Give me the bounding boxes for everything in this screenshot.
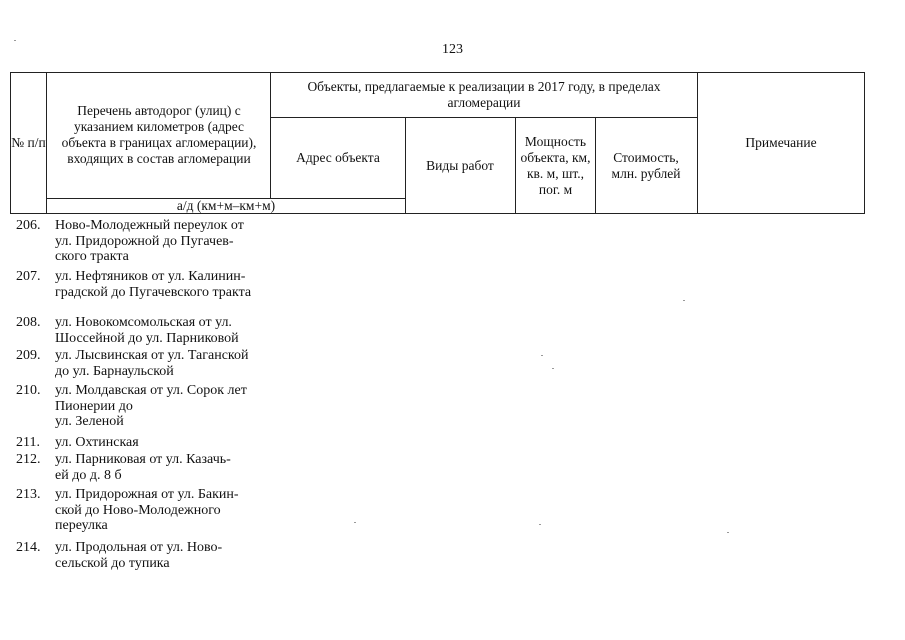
row-road: ул. Новокомсомольская от ул. Шоссейной до ул. Парниковой bbox=[55, 315, 239, 346]
row-number: 207. bbox=[16, 269, 41, 284]
header-roads-sub: а/д (км+м–км+м) bbox=[176, 198, 276, 213]
row-road: ул. Нефтяников от ул. Калинин- градской до Пугачевского тракта bbox=[55, 269, 252, 300]
scan-speck bbox=[727, 532, 729, 533]
row-number: 211. bbox=[16, 435, 40, 450]
header-cost: Стоимость, млн. рублей bbox=[611, 149, 681, 181]
row-number: 209. bbox=[16, 348, 41, 363]
header-objects: Объекты, предлагаемые к реализации в 2017 году, в пределах агломерации bbox=[307, 79, 661, 110]
table-border-bottom bbox=[10, 213, 865, 214]
row-road: ул. Лысвинская от ул. Таганской до ул. Барнаульской bbox=[55, 348, 249, 379]
row-road: ул. Придорожная от ул. Бакин- ской до Ново-Молодежного переулка bbox=[55, 487, 239, 533]
header-capacity: Мощность объекта, км, кв. м, шт., пог. м bbox=[520, 133, 591, 197]
header-num: № п/п bbox=[11, 135, 46, 150]
row-road: Ново-Молодежный переулок от ул. Придорожной до Пугачев- ского тракта bbox=[55, 218, 244, 264]
row-number: 208. bbox=[16, 315, 41, 330]
row-road: ул. Продольная от ул. Ново- сельской до тупика bbox=[55, 540, 223, 571]
scan-speck bbox=[541, 355, 543, 356]
col-line bbox=[864, 72, 865, 214]
row-number: 210. bbox=[16, 383, 41, 398]
scan-speck bbox=[552, 368, 554, 369]
header-address: Адрес объекта bbox=[296, 150, 380, 165]
row-number: 206. bbox=[16, 218, 41, 233]
row-number: 214. bbox=[16, 540, 41, 555]
row-number: 213. bbox=[16, 487, 41, 502]
header-roads: Перечень автодорог (улиц) с указанием километров (адрес объекта в границах агломерации), входящих в состав агломерации bbox=[61, 103, 257, 166]
page-number: 123 bbox=[442, 42, 463, 57]
row-road: ул. Охтинская bbox=[55, 435, 139, 450]
row-road: ул. Молдавская от ул. Сорок лет Пионерии до ул. Зеленой bbox=[55, 383, 247, 429]
row-road: ул. Парниковая от ул. Казачь- ей до д. 8 б bbox=[55, 452, 231, 483]
scan-speck bbox=[14, 40, 16, 41]
header-note: Примечание bbox=[745, 135, 817, 150]
row-number: 212. bbox=[16, 452, 41, 467]
scan-speck bbox=[354, 522, 356, 523]
col-line bbox=[595, 117, 596, 214]
scan-speck bbox=[539, 524, 541, 525]
header-works: Виды работ bbox=[426, 157, 494, 173]
col-line bbox=[46, 72, 47, 214]
scan-speck bbox=[683, 300, 685, 301]
col-line bbox=[405, 117, 406, 214]
